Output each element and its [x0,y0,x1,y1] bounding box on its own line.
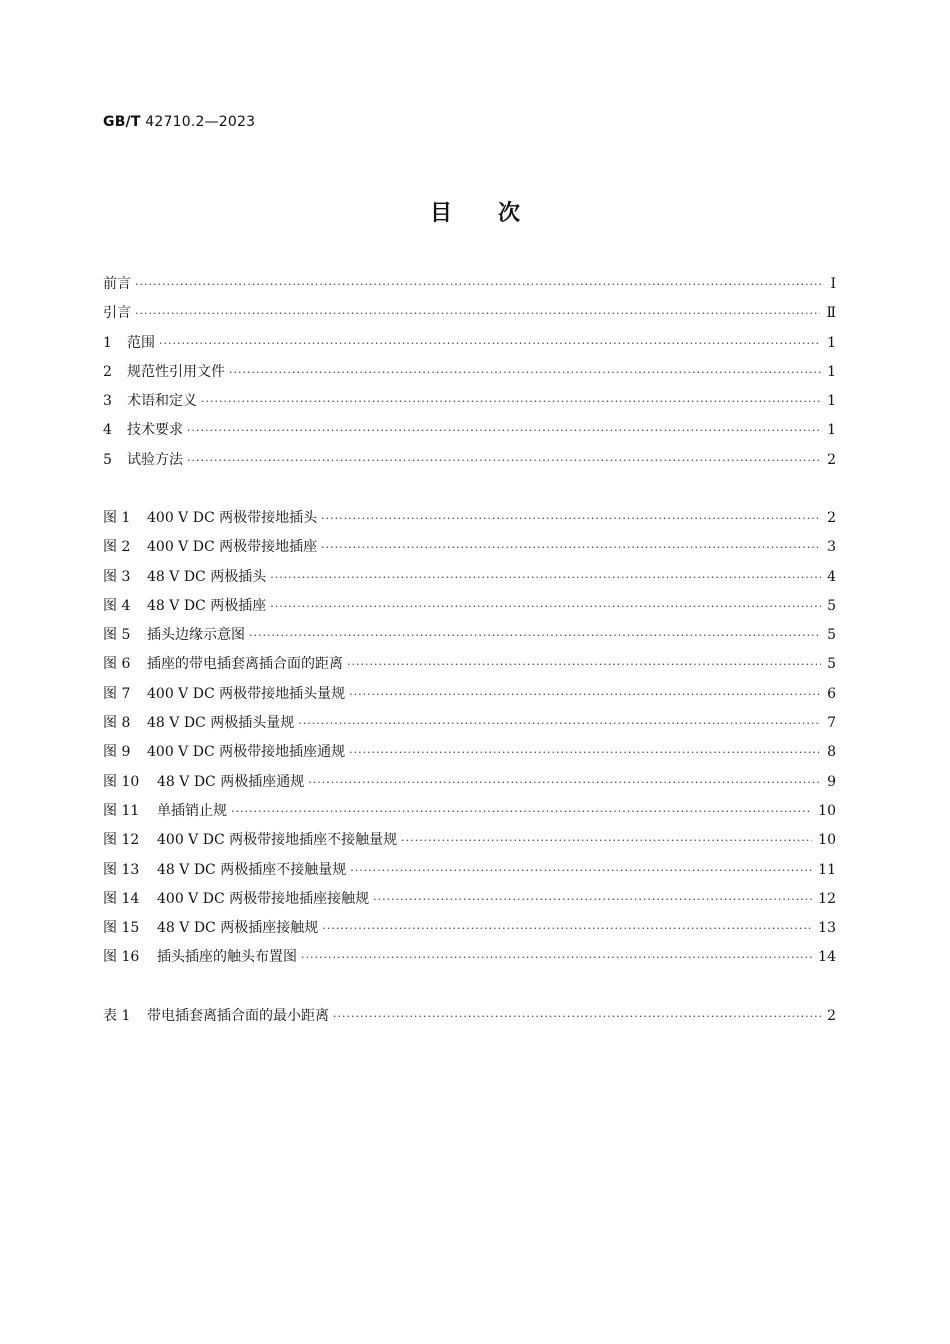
toc-entry-page: Ⅱ [826,305,836,322]
toc-entry-figure-16[interactable] [103,943,836,972]
toc-entry-number: 图 11 [103,802,140,819]
toc-entry-label: 400 V DC 两极带接地插座不接触量规 [157,832,398,849]
toc-leader-dots [201,387,821,416]
toc-entry-label: 400 V DC 两极带接地插座通规 [147,744,346,761]
toc-entry-label: 400 V DC 两极带接地插座 [147,539,318,556]
toc-leader-dots [308,768,821,797]
toc-leader-dots [321,533,821,562]
toc-leader-dots [349,680,821,709]
toc-entry-page: 1 [827,334,836,351]
toc-entry-page: 11 [818,861,836,878]
toc-leader-dots [298,709,821,738]
toc-entry-page: 8 [827,744,836,761]
toc-entry-section-2[interactable] [103,358,836,387]
toc-entry-figure-11[interactable] [103,797,836,826]
toc-entry-section-4[interactable] [103,416,836,445]
toc-leader-dots [347,650,821,679]
toc-entry-label: 400 V DC 两极带接地插头量规 [147,685,346,702]
toc-entry-page: 2 [827,510,836,526]
toc-leader-dots [349,738,821,767]
toc-entry-page: 10 [818,802,836,819]
toc-entry-figure-14[interactable] [103,885,836,914]
toc-leader-dots [321,504,821,533]
toc-entry-label: 试验方法 [127,451,183,468]
toc-entry-label: 引言 [103,305,131,322]
toc-entry-label: 术语和定义 [127,393,197,410]
toc-leader-dots [229,358,821,387]
toc-entry-page: 1 [827,422,836,439]
toc-entry-number: 图 3 [103,568,131,585]
toc-entry-figure-2[interactable] [103,533,836,562]
toc-entry-figure-6[interactable] [103,650,836,679]
toc-entry-number: 图 16 [103,949,140,966]
toc-entry-page: 10 [818,832,836,849]
toc-entry-label: 插座的带电插套离插合面的距离 [147,656,343,673]
toc-entry-section-3[interactable] [103,387,836,416]
toc-entry-number: 图 7 [103,685,131,702]
standard-code-number: 42710.2—2023 [145,114,256,130]
toc-leader-dots [401,826,812,855]
toc-leader-dots [373,885,812,914]
toc-entry-number: 4 [103,422,112,439]
toc-entry-label: 插头插座的触头布置图 [157,949,297,966]
toc-entry-figure-9[interactable] [103,738,836,767]
toc-entry-label: 插头边缘示意图 [147,627,245,644]
toc-entry-section-5[interactable] [103,446,836,475]
toc-entry-number: 3 [103,393,112,410]
toc-entry-number: 2 [103,363,112,380]
toc-entry-page: 12 [818,890,836,907]
toc-entry-number: 图 6 [103,656,131,673]
toc-entry-figure-15[interactable] [103,914,836,943]
toc-entry-figure-7[interactable] [103,680,836,709]
toc-entry-label: 48 V DC 两极插头量规 [147,715,295,732]
toc-entry-page: 1 [827,393,836,410]
toc-leader-dots [187,416,821,445]
toc-entry-figure-10[interactable] [103,768,836,797]
toc-entry-page: 14 [818,949,836,966]
toc-entry-number: 图 5 [103,627,131,644]
toc-entry-number: 图 9 [103,744,131,761]
toc-entry-number: 图 12 [103,832,140,849]
toc-entry-page: 5 [827,597,836,614]
toc-entry-label: 48 V DC 两极插座不接触量规 [157,861,347,878]
toc-entry-label: 48 V DC 两极插座接触规 [157,920,319,937]
toc-entry-page: 5 [827,656,836,673]
toc-entry-page: 4 [827,568,836,585]
toc-entry-page: Ⅰ [830,276,836,292]
toc-entry-page: 1 [827,363,836,380]
toc-entry-label: 前言 [103,276,131,292]
toc-leader-dots [333,1002,821,1031]
toc-leader-dots [301,943,812,972]
toc-entry-number: 1 [103,334,112,351]
toc-entry-section-1[interactable] [103,329,836,358]
toc-entry-page: 2 [827,1008,836,1024]
toc-entry-number: 图 13 [103,861,140,878]
toc-entry-label: 单插销止规 [157,802,227,819]
toc-entry-label: 范围 [127,334,155,351]
toc-entry-figure-4[interactable] [103,592,836,621]
toc-entry-figure-13[interactable] [103,856,836,885]
toc-tables-list [103,1002,836,1031]
toc-entry-label: 48 V DC 两极插头 [147,568,267,585]
toc-entry-number: 图 14 [103,890,140,907]
toc-entry-label: 规范性引用文件 [127,363,225,380]
toc-entry-figure-5[interactable] [103,621,836,650]
standard-code [103,114,255,130]
toc-entry-figure-1[interactable] [103,504,836,533]
toc-entry-preface[interactable] [103,270,836,299]
toc-entry-number: 图 2 [103,539,131,556]
toc-entry-page: 5 [827,627,836,644]
page-title: 目次 [429,201,566,226]
toc-entry-number: 图 8 [103,715,131,732]
toc-entry-number: 图 1 [103,510,131,526]
toc-leader-dots [159,329,821,358]
toc-entry-page: 7 [827,715,836,732]
toc-leader-dots [322,914,812,943]
toc-main-list [103,270,836,475]
toc-entry-figure-8[interactable] [103,709,836,738]
toc-entry-number: 图 10 [103,773,140,790]
toc-entry-page: 9 [827,773,836,790]
toc-leader-dots [270,592,821,621]
toc-leader-dots [350,856,812,885]
toc-leader-dots [135,270,822,299]
toc-entry-label: 400 V DC 两极带接地插座接触规 [157,890,370,907]
standard-code-prefix: GB/T [103,114,141,130]
toc-entry-introduction[interactable] [103,299,836,328]
toc-leader-dots [249,621,821,650]
toc-entry-number: 表 1 [103,1008,131,1024]
toc-entry-label: 48 V DC 两极插座通规 [157,773,305,790]
toc-entry-label: 400 V DC 两极带接地插头 [147,510,318,526]
toc-entry-label: 技术要求 [127,422,183,439]
toc-entry-number: 图 4 [103,597,131,614]
toc-leader-dots [187,446,821,475]
toc-leader-dots [270,563,821,592]
toc-leader-dots [135,299,820,328]
toc-entry-page: 2 [827,451,836,468]
toc-entry-number: 5 [103,451,112,468]
toc-leader-dots [231,797,812,826]
toc-entry-page: 13 [818,920,836,937]
toc-entry-number: 图 15 [103,920,140,937]
toc-entry-table-1[interactable] [103,1002,836,1031]
toc-entry-figure-12[interactable] [103,826,836,855]
toc-entry-label: 48 V DC 两极插座 [147,597,267,614]
toc-entry-page: 3 [827,539,836,556]
toc-entry-label: 带电插套离插合面的最小距离 [147,1008,329,1024]
toc-entry-page: 6 [827,685,836,702]
toc-figures-list [103,504,836,973]
toc-entry-figure-3[interactable] [103,563,836,592]
